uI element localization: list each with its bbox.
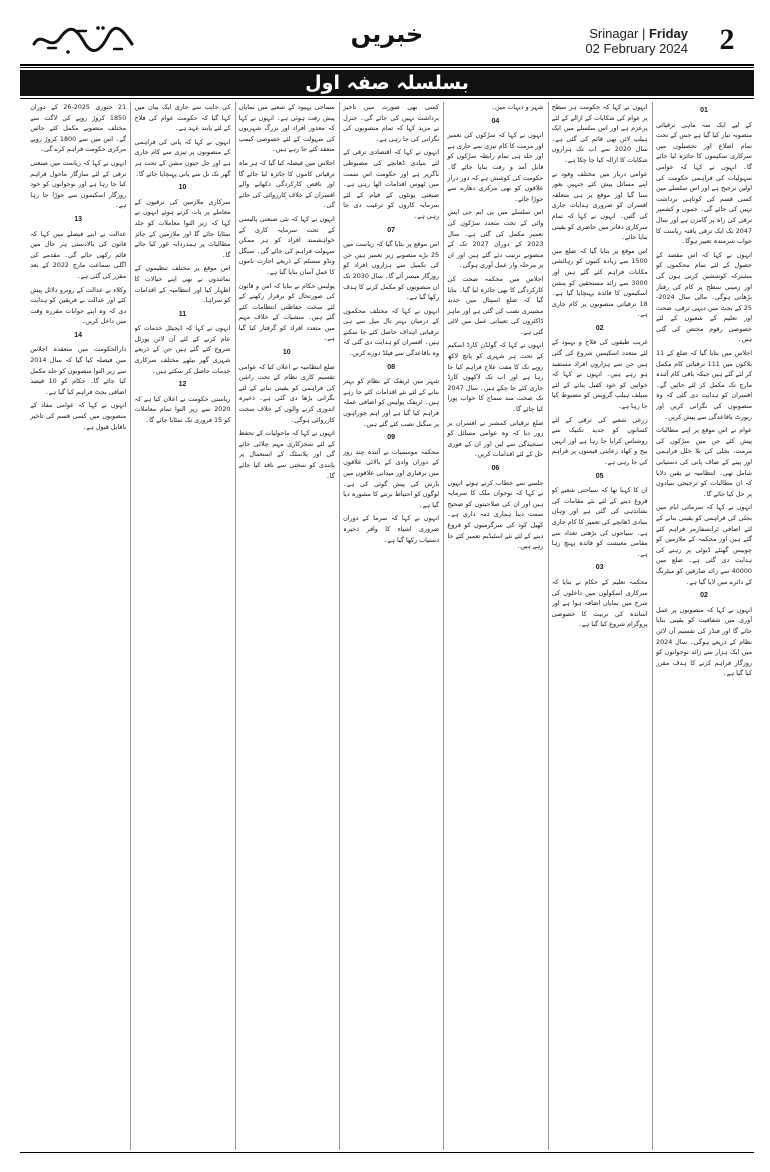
article-paragraph: 21 جنوری 2025-26 کے دوران 1850 کروڑ روپے کی لاگت سے مختلف منصوبے مکمل کئے جائیں گے۔ اس میں سے 1800 کروڑ روپے مرکزی حکومت فراہم کرے گی۔ [30,103,127,154]
article-paragraph: اس موقع پر بتایا گیا کہ ضلع میں 1500 سے زیادہ کنبوں کو رہائشی مکانات فراہم کئے گئے ہیں اور 3000 سے زائد مستحقین کو پنشن اسکیموں کا فائدہ پہنچایا گیا ہے۔ 18 ترقیاتی منصوبوں پر کام جاری ہے۔ [551,246,648,319]
article-column [656,102,752,1150]
dateline: Srinagar | Friday 02 February 2024 [585,26,688,56]
banner-rule [20,98,754,99]
item-number: 04 [491,117,500,125]
newspaper-logo [28,22,138,58]
item-number: 10 [178,184,187,192]
article-paragraph: عوامی دربار میں مختلف وفود نے اپنے مسائل پیش کئے جنہیں بغور سنا گیا اور موقع پر ہی متعلقہ افسران کو ضروری ہدایات جاری کی گئیں۔ انہوں نے کہا کہ تمام سرکاری دفاتر میں حاضری کو یقینی بنایا جائے۔ [551,169,648,242]
column-separator [443,102,444,1150]
article-paragraph: اس موقع پر مختلف تنظیموں کے نمائندوں نے بھی اپنے خیالات کا اظہار کیا اور انتظامیہ کے اقدامات کو سراہا۔ [134,264,231,305]
article-paragraph: اس موقع پر بتایا گیا کہ ریاست میں 25 بڑے منصوبے زیر تعمیر ہیں جن کی تکمیل سے ہزاروں افراد کو روزگار میسر آئے گا۔ سال 2030 تک ان منصوبوں کو مکمل کرنے کا ہدف رکھا گیا ہے۔ [343,240,440,302]
article-paragraph: انہوں نے کہا کہ گولڈن کارڈ اسکیم کے تحت ہر شہری کو پانچ لاکھ روپے تک کا مفت علاج فراہم کیا جا رہا ہے اور اب تک لاکھوں کارڈ جاری کئے جا چکے ہیں۔ سال 2047 تک صحت مند سماج کا خواب پورا کیا جائے گا۔ [447,341,544,414]
item-number: 11 [178,310,187,318]
item-number: 13 [74,215,83,223]
dateline-date: 02 February 2024 [585,41,688,56]
article-paragraph: کسی بھی صورت میں تاخیر برداشت نہیں کی جائے گی۔ جنرل نے مزید کہا کہ تمام منصوبوں کی نگرانی کی جا رہی ہے۔ [343,103,440,143]
article-paragraph: محکمہ موسمیات نے آئندہ چند روز کے دوران وادی کے بالائی علاقوں میں برفباری اور میدانی علاقوں میں بارش کی پیش گوئی کی ہے۔ لوگوں کو احتیاط برتنے کا مشورہ دیا گیا ہے۔ [343,447,440,509]
dateline-day: Friday [648,26,688,41]
article-paragraph: ضلع ترقیاتی کمشنر نے افسران پر زور دیا کہ وہ عوامی مسائل کو سنجیدگی سے لیں اور ان کے فوری حل کے لئے اقدامات کریں۔ [447,418,544,459]
article-paragraph: اجلاس میں فیصلہ کیا گیا کہ ہر ماہ ترقیاتی کاموں کا جائزہ لیا جائے گا اور ناقص کارکردگی دکھانے والے افسران کے خلاف کارروائی کی جائے گی۔ [238,158,335,210]
column-separator [339,102,340,1150]
continuation-banner: بسلسلہ صفہ اول [20,70,754,96]
article-paragraph: شہر و دیہات میں۔ [491,103,544,111]
article-column [343,102,439,1150]
article-paragraph: جلسے سے خطاب کرتے ہوئے انہوں نے کہا کہ نوجوان ملک کا سرمایہ ہیں اور ان کی صلاحیتوں کو صحیح سمت دینا ہماری ذمہ داری ہے۔ کھیل کود کی سرگرمیوں کو فروغ دینے کے لئے نئے اسٹیڈیم تعمیر کئے جا رہے ہیں۔ [447,478,544,551]
article-paragraph: انہوں نے کہا کہ ڈیجیٹل خدمات کو عام کرنے کے لئے آن لائن پورٹل شروع کئے گئے ہیں جن کے ذریعے شہری گھر بیٹھے مختلف سرکاری خدمات حاصل کر سکتے ہیں۔ [134,324,231,375]
item-number: 14 [74,331,83,339]
article-paragraph: انہوں نے کہا کہ ریاست میں صنعتی ترقی کے لئے سازگار ماحول فراہم کیا جا رہا ہے اور نوجوانوں کو خود روزگار اسکیموں سے جوڑا جا رہا ہے۔ [30,158,127,210]
article-paragraph: انہوں نے کہا کہ سرما کے دوران ضروری اشیاء کا وافر ذخیرہ دستیاب رکھا گیا ہے۔ [343,514,440,544]
article-paragraph: زرعی شعبے کی ترقی کے لئے کسانوں کو جدید تکنیک سے روشناس کرایا جا رہا ہے اور انہیں بیج و کھاد رعایتی قیمتوں پر فراہم کی جا رہی ہے۔ [551,415,648,466]
article-paragraph: انہوں نے کہا کہ عوامی مفاد کے منصوبوں میں کسی قسم کی تاخیر ناقابل قبول ہے۔ [30,401,127,431]
article-paragraph: انہوں نے کہا کہ سڑکوں کی تعمیر اور مرمت کا کام تیزی سے جاری ہے اور جلد ہی تمام رابطہ سڑکوں کو قابل آمد و رفت بنایا جائے گا۔ حکومت کی کوشش ہے کہ دور دراز علاقوں کو بھی مرکزی دھارے سے جوڑا جائے۔ [447,131,544,203]
article-paragraph: غریب طبقوں کی فلاح و بہبود کے لئے متعدد اسکیمیں شروع کی گئی ہیں جن سے ہزاروں افراد مستفید ہو رہے ہیں۔ انہوں نے کہا کہ خواتین کو خود کفیل بنانے کے لئے سیلف ہیلپ گروپس کو مضبوط کیا جا رہا ہے۔ [551,338,648,411]
article-columns [24,102,752,1150]
article-column [552,102,648,1150]
item-number: 10 [282,349,291,357]
item-number: 08 [387,363,395,371]
page-number: 2 [719,23,735,56]
article-paragraph: انہوں نے کہا کہ اقتصادی ترقی کے لئے بنیادی ڈھانچے کی مضبوطی ناگزیر ہے اور حکومت اس سمت میں ٹھوس اقدامات اٹھا رہی ہے۔ صنعتی یونٹوں کے قیام کے لئے سرمایہ کاروں کو ترغیب دی جا رہی ہے۔ [343,148,440,220]
article-column [30,102,126,1150]
header-rule [20,64,754,66]
dateline-city: Srinagar [589,26,639,41]
item-number: 09 [387,434,395,442]
item-number: 03 [595,564,604,572]
article-paragraph: انہوں نے کہا کہ حکومت ہر سطح پر عوام کی شکایات کے ازالے کے لئے پرعزم ہے اور اس سلسلے میں ایک ہیلپ لائن بھی قائم کی گئی ہے۔ سال 2020 سے اب تک ہزاروں شکایات کا ازالہ کیا جا چکا ہے۔ [551,103,648,164]
article-paragraph: وکلاء نے عدالت کے روبرو دلائل پیش کئے اور عدالت نے فریقین کو ہدایت دی کہ وہ اپنے جوابات مقررہ وقت میں داخل کریں۔ [30,285,127,326]
article-paragraph: انہوں نے کہا کہ پانی کی فراہمی کے منصوبوں پر تیزی سے کام جاری ہے اور جل جیون مشن کے تحت ہر گھر تک نل سے پانی پہنچایا جائے گا۔ [134,137,231,178]
item-number: 02 [595,324,604,332]
header-rule-thin [20,67,754,68]
article-column [447,102,543,1150]
footer-rule [20,1152,754,1153]
article-paragraph: سرکاری ملازمین کی ترقیوں کے معاملے پر بات کرتے ہوئے انہوں نے کہا کہ زیر التوا معاملات کو جلد نمٹایا جائے گا اور ملازمین کے جائز مطالبات پر ہمدردانہ غور کیا جائے گا۔ [134,197,231,259]
article-paragraph: انہوں نے کہا کہ سرمائی ایام میں بجلی کی فراہمی کو یقینی بنانے کے لئے اضافی ٹرانسفارمر فراہم کئے گئے ہیں اور محکمہ کے ملازمین کو چوبیس گھنٹے ڈیوٹی پر رہنے کی ہدایت دی گئی ہے۔ ضلع میں 40000 سے زائد صارفین کو میٹرنگ کے دائرے میں لایا گیا ہے۔ [656,503,752,586]
item-number: 12 [178,381,187,389]
article-paragraph: اجلاس میں بتایا گیا کہ ضلع کے 11 بلاکوں میں 111 ترقیاتی کام مکمل کر لئے گئے ہیں جبکہ باقی کام آئندہ مارچ تک مکمل کر لئے جائیں گے۔ افسران کو ہدایت دی گئی کہ وہ منصوبوں کی نگرانی کریں اور رپورٹ باقاعدگی سے پیش کریں۔ [656,349,752,421]
article-paragraph: ان کا کہنا تھا کہ سیاحتی شعبے کو فروغ دینے کے لئے نئے مقامات کی نشاندہی کی گئی ہے اور وہاں بنیادی ڈھانچے کی تعمیر کا کام جاری ہے۔ سیاحوں کی بڑھتی تعداد سے مقامی معیشت کو فائدہ پہنچ رہا ہے۔ [551,486,648,558]
item-number: 07 [387,226,395,234]
item-number: 01 [700,107,708,114]
article-paragraph: کے لیے ایک سہ ماہی ترقیاتی منصوبہ تیار کیا گیا ہے جس کے تحت تمام اضلاع اور تحصیلوں میں سرکاری سکیموں کا جائزہ لیا جائے گا۔ انہوں نے کہا کہ عوامی سہولیات کی فراہمی حکومت کی اولین ترجیح ہے اور اس سلسلے میں کسی قسم کی کوتاہی برداشت نہیں کی جائے گی۔ جموں و کشمیر ترقی کی راہ پر گامزن ہے اور سال 2047 تک ایک ترقی یافتہ ریاست کا خواب شرمندہ تعبیر ہوگا۔ [656,120,752,246]
article-column [239,102,335,1150]
article-paragraph: عوام نے اس موقع پر اپنے مطالبات پیش کئے جن میں سڑکوں کی مرمت، بجلی کی بلا خلل فراہمی اور پینے کے صاف پانی کی دستیابی شامل تھی۔ انتظامیہ نے یقین دلایا کہ ان مطالبات کو ترجیحی بنیادوں پر حل کیا جائے گا۔ [656,426,752,498]
article-column [135,102,231,1150]
article-paragraph: سماجی بہبود کے شعبے میں نمایاں پیش رفت ہوئی ہے۔ انہوں نے کہا کہ معذور افراد اور بزرگ شہریوں کی سہولت کے لئے خصوصی کیمپ منعقد کئے جا رہے ہیں۔ [238,103,335,154]
article-paragraph: پولیس حکام نے بتایا کہ امن و قانون کی صورتحال کو برقرار رکھنے کے لئے سخت حفاظتی انتظامات کئے گئے ہیں۔ منشیات کے خلاف مہم میں متعدد افراد کو گرفتار کیا گیا ہے۔ [238,281,335,343]
article-paragraph: ریاستی حکومت نے اعلان کیا ہے کہ 2020 سے زیر التوا تمام معاملات کو 15 فروری تک نمٹایا جائے گا۔ [134,394,231,425]
article-paragraph: انہوں نے کہا کہ اس مقصد کے حصول کے لئے تمام محکموں کو مشترکہ کوششیں کرنی ہوں گی اور زمینی سطح پر کام کی رفتار بڑھانی ہوگی۔ مالی سال 2024-25 کے بجٹ میں دیہی ترقی، صحت اور تعلیم کے شعبوں کے لئے خصوصی رقوم مختص کی گئی ہیں۔ [656,250,752,344]
article-paragraph: شہر میں ٹریفک کے نظام کو بہتر بنانے کے لئے نئے اقدامات کئے جا رہے ہیں۔ ٹریفک پولیس کو اضافی عملہ فراہم کیا گیا ہے اور اہم چوراہوں پر سگنل نصب کئے گئے ہیں۔ [343,377,440,428]
column-separator [130,102,131,1150]
article-paragraph: انہوں نے کہا کہ مختلف محکموں کے درمیان بہتر تال میل سے ہی ترقیاتی اہداف حاصل کئے جا سکتے ہیں۔ افسران کو ہدایت دی گئی کہ وہ باقاعدگی سے فیلڈ دورے کریں۔ [343,306,440,358]
logo-calligraphy-icon [28,22,138,58]
article-paragraph: محکمہ تعلیم کے حکام نے بتایا کہ سرکاری اسکولوں میں داخلوں کی شرح میں نمایاں اضافہ ہوا ہے اور اساتذہ کی تربیت کا خصوصی پروگرام شروع کیا گیا ہے۔ [551,577,648,629]
item-number: 05 [595,472,604,480]
article-paragraph: عدالت نے اپنے فیصلے میں کہا کہ قانون کی بالادستی ہر حال میں قائم رکھی جائے گی۔ مقدمے کی اگلی سماعت مارچ 2022 کے بعد مقرر کی گئی ہے۔ [30,229,127,280]
article-paragraph: ضلع انتظامیہ نے اعلان کیا کہ عوامی تقسیم کاری نظام کے تحت راشن کی فراہمی کو یقینی بنانے کے لئے نگرانی بڑھا دی گئی ہے۔ ذخیرہ اندوزی کرنے والوں کے خلاف سخت کارروائی ہوگی۔ [238,362,335,424]
article-paragraph: انہوں نے کہا کہ ماحولیات کے تحفظ کے لئے شجرکاری مہم چلائی جائے گی اور پلاسٹک کے استعمال پر پابندی کو سختی سے نافذ کیا جائے گا۔ [238,429,335,480]
column-separator [652,102,653,1150]
article-paragraph: انہوں نے کہا کہ نئی صنعتی پالیسی کے تحت سرمایہ کاری کے خواہشمند افراد کو ہر ممکن سہولت فراہم کی جائے گی۔ سنگل ونڈو سسٹم کے ذریعے اجازت ناموں کا عمل آسان بنایا گیا ہے۔ [238,214,335,276]
article-paragraph: دارالحکومت میں منعقدہ اجلاس میں فیصلہ کیا گیا کہ سال 2014 سے زیر التوا منصوبوں کو جلد مکمل کیا جائے گا۔ حکام کو 10 فیصد اضافی بجٹ فراہم کیا گیا ہے۔ [30,345,127,396]
article-paragraph: اجلاس میں محکمہ صحت کی کارکردگی کا بھی جائزہ لیا گیا۔ بتایا گیا کہ ضلع اسپتال میں جدید مشینری نصب کی گئی ہے اور ماہر ڈاکٹروں کی تعیناتی عمل میں لائی گئی ہے۔ [447,274,544,336]
article-paragraph: انہوں نے کہا کہ منصوبوں پر عمل آوری میں شفافیت کو یقینی بنایا جائے گا اور فنڈز کی تقسیم آن لائن نظام کے ذریعے ہوگی۔ سال 2024 میں ایک ہزار سے زائد نوجوانوں کو روزگار فراہم کرنے کا ہدف مقرر کیا گیا ہے۔ [656,605,752,678]
item-number: 06 [491,465,500,472]
column-separator [235,102,236,1150]
article-paragraph: کی جانب سے جاری ایک بیان میں کہا گیا کہ حکومت عوام کی فلاح کے لئے پابند عہد ہے۔ [134,103,231,133]
masthead [20,18,754,62]
section-title: خبریں [350,20,424,48]
item-number: 02 [700,592,708,600]
column-separator [548,102,549,1150]
article-paragraph: اس سلسلے میں پی ایم جی ایس وائی کے تحت متعدد سڑکوں کی تعمیر مکمل کی گئی ہے۔ سال 2023 کے دوران 2027 تک کے منصوبے ترتیب دئے گئے ہیں اور ان پر مرحلہ وار عمل آوری ہوگی۔ [447,208,544,270]
